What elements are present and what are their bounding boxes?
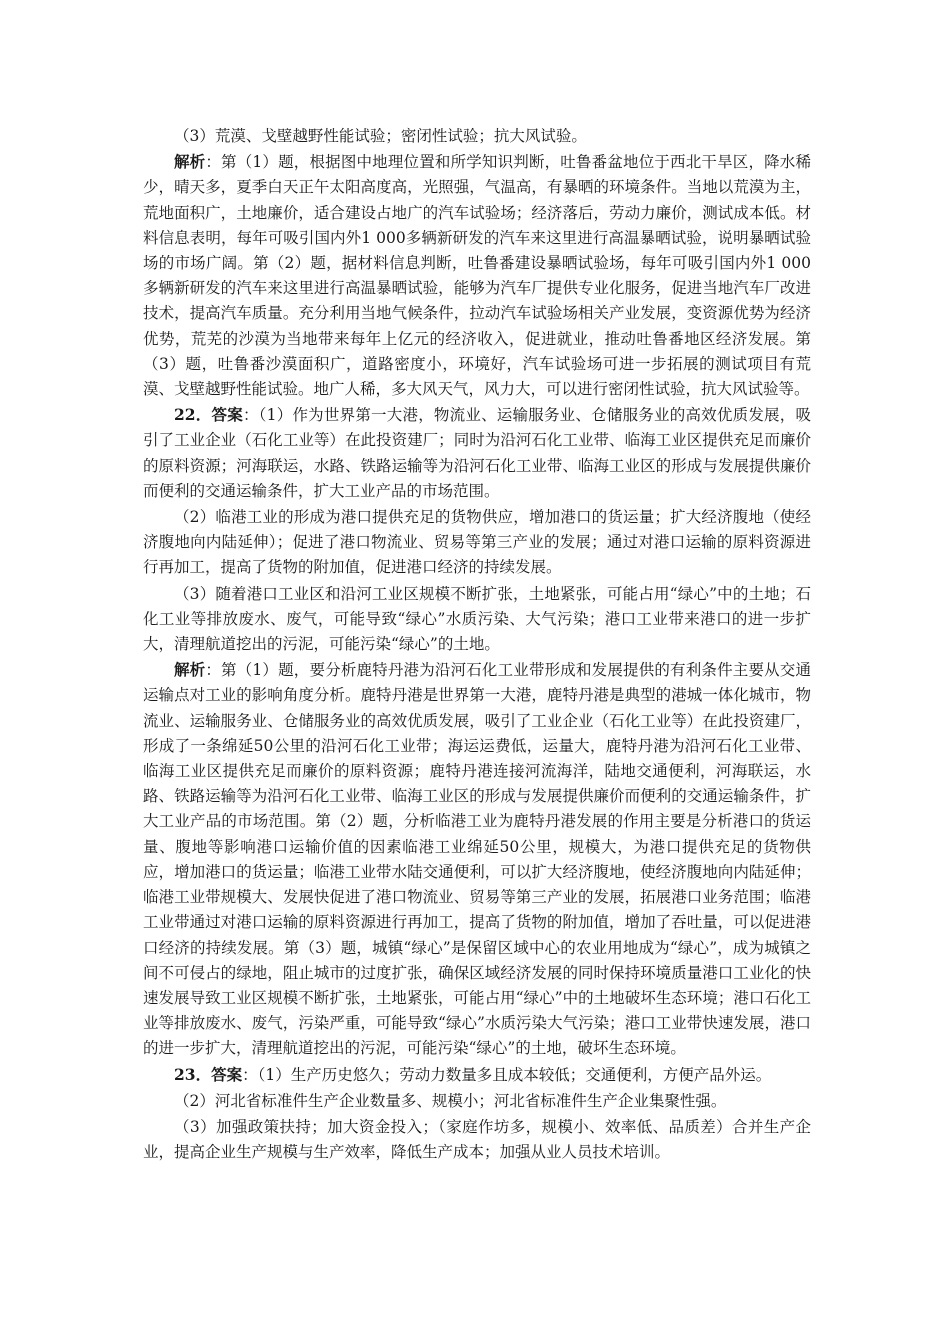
paragraph-text: （3）荒漠、戈壁越野性能试验；密闭性试验；抗大风试验。: [174, 127, 587, 145]
paragraph-text: （2）临港工业的形成为港口提供充足的货物供应，增加港口的货运量；扩大经济腹地（使经济腹地向内陆延伸）；促进了港口物流业、贸易等第三产业的发展；通过对港口运输的原料资源进行再加工，提高了货物的附加值，促进港口经济的持续发展。: [143, 508, 811, 577]
paragraph-text: （3）随着港口工业区和沿河工业区规模不断扩张，土地紧张，可能占用“绿心”中的土地；石化工业等排放废水、废气，可能导致“绿心”水质污染、大气污染；港口工业带来港口的进一步扩大，清理航道挖出的污泥，可能污染“绿心”的土地。: [143, 584, 811, 654]
paragraph-label: 22．答案: [174, 405, 243, 425]
paragraph: [143, 1062, 811, 1088]
paragraph-text: ：第（1）题，要分析鹿特丹港为沿河石化工业带形成和发展提供的有利条件主要从交通运输点对工业的影响角度分析。鹿特丹港是世界第一大港，鹿特丹港是典型的港城一体化城市，物流业、运输服务业、仓储服务业的高效优质发展，吸引了工业企业（石化工业等）在此投资建厂，形成了一条绵延50公里的沿河石化工业带；海运运费低，运量大，鹿特丹港为沿河石化工业带、临海工业区提供充足而廉价的原料资源；鹿特丹港连接河流海洋，陆地交通便利，河海联运，水路、铁路运输等为沿河石化工业带、临海工业区的形成与发展提供廉价而便利的交通运输条件，扩大工业产品的市场范围。第（2）题，分析临港工业为鹿特丹港发展的作用主要是分析港口的货运量、腹地等影响港口运输价值的因素临港工业绵延50公里，规模大，为港口提供充足的货物供应，增加港口的货运量；临港工业带水陆交通便利，可以扩大经济腹地，使经济腹地向内陆延伸；临港工业带规模大、发展快促进了港口物流业、贸易等第三产业的发展，拓展港口业务范围；临港工业带通过对港口运输的原料资源进行再加工，提高了货物的附加值，增加了吞吐量，可以促进港口经济的持续发展。第（3）题，城镇“绿心”是保留区域中心的农业用地成为“绿心”，成为城镇之间不可侵占的绿地，阻止城市的过度扩张，确保区域经济发展的同时保持环境质量港口工业化的快速发展导致工业区规模不断扩张，土地紧张，可能占用“绿心”中的土地破坏生态环境；港口石化工业等排放废水、废气，污染严重，可能导致“绿心”水质污染大气污染；港口工业带快速发展，港口的进一步扩大，清理航道挖出的污泥，可能污染“绿心”的土地，破坏生态环境。: [143, 661, 811, 1058]
paragraph: [143, 1114, 811, 1165]
paragraph-text: ：（1）作为世界第一大港，物流业、运输服务业、仓储服务业的高效优质发展，吸引了工业企业（石化工业等）在此投资建厂；同时为沿河石化工业带、临海工业区提供充足而廉价的原料资源；河海联运，水路、铁路运输等为沿河石化工业带、临海工业区的形成与发展提供廉价而便利的交通运输条件，扩大工业产品的市场范围。: [143, 406, 811, 500]
paragraph-text: （3）加强政策扶持；加大资金投入；（家庭作坊多，规模小、效率低、品质差）合并生产企业，提高企业生产规模与生产效率，降低生产成本；加强从业人员技术培训。: [143, 1117, 811, 1162]
paragraph: [143, 581, 811, 658]
paragraph: [143, 123, 811, 149]
paragraph-text: ：（1）生产历史悠久；劳动力数量多且成本较低；交通便利，方便产品外运。: [242, 1065, 772, 1084]
paragraph-label: 解析: [174, 152, 206, 172]
paragraph: [143, 1088, 811, 1114]
document-body: [143, 123, 811, 1165]
paragraph-label: 23．答案: [174, 1064, 243, 1084]
paragraph-text: （2）河北省标准件生产企业数量多、规模小；河北省标准件生产企业集聚性强。: [174, 1091, 727, 1110]
paragraph: [143, 504, 811, 581]
paragraph: [143, 657, 811, 1061]
paragraph-text: ：第（1）题，根据图中地理位置和所学知识判断，吐鲁番盆地位于西北干旱区，降水稀少，晴天多，夏季白天正午太阳高度高，光照强，气温高，有暴晒的环境条件。当地以荒漠为主，荒地面积广，土地廉价，适合建设占地广的汽车试验场；经济落后，劳动力廉价，测试成本低。材料信息表明，每年可吸引国内外1 000多辆新研发的汽车来这里进行高温暴晒试验，说明暴晒试验场的市场广阔。第（2）题，据材料信息判断，吐鲁番建设暴晒试验场，每年可吸引国内外1 000多辆新研发的汽车来这里进行高温暴晒试验，能够为汽车厂提供专业化服务，促进当地汽车厂改进技术，提高汽车质量。充分利用当地气候条件，拉动汽车试验场相关产业发展，变资源优势为经济优势，荒芜的沙漠为当地带来每年上亿元的经济收入，促进就业，推动吐鲁番地区经济发展。第（3）题，吐鲁番沙漠面积广，道路密度小，环境好，汽车试验场可进一步拓展的测试项目有荒漠、戈壁越野性能试验。地广人稀，多大风天气，风力大，可以进行密闭性试验，抗大风试验等。: [143, 153, 811, 399]
paragraph-label: 解析: [174, 660, 206, 680]
paragraph: [143, 149, 811, 402]
paragraph: [143, 402, 811, 504]
